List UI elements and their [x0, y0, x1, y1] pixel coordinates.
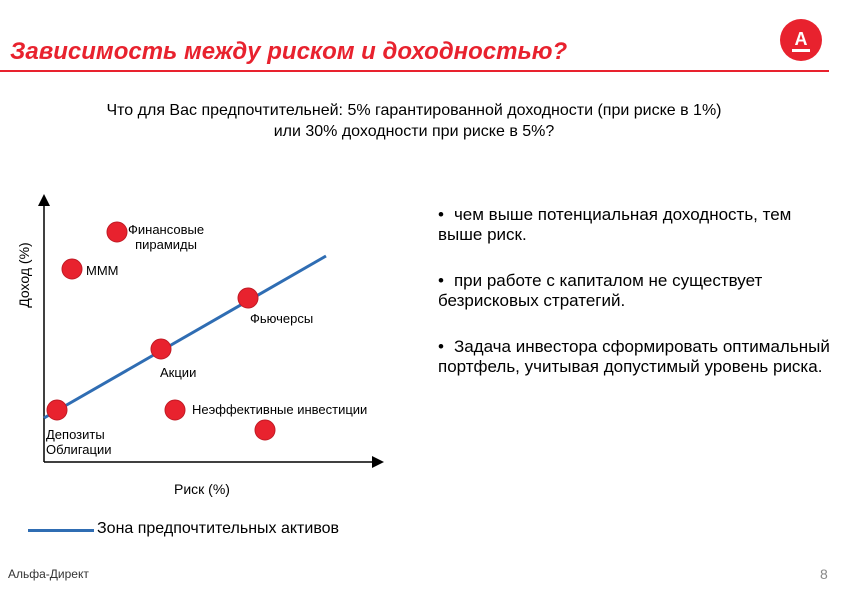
point-extra — [255, 420, 275, 440]
bullet-mark: • — [438, 205, 444, 224]
legend-text: Зона предпочтительных активов — [97, 520, 340, 537]
label-deposits — [46, 427, 111, 457]
x-axis-label: Риск (%) — [174, 481, 230, 497]
point-futures — [238, 288, 258, 308]
footer-brand: Альфа-Директ — [8, 567, 89, 581]
page-number: 8 — [820, 566, 828, 582]
bullet-mark: • — [438, 337, 444, 356]
bullet-item — [438, 337, 838, 377]
point-inefficient — [165, 400, 185, 420]
bullet-text: Задача инвестора сформировать оптимальный портфель, учитывая допустимый уровень риска. — [438, 337, 830, 376]
logo-letter: А — [794, 29, 808, 49]
slide-title: Зависимость между риском и доходностью? — [10, 38, 568, 65]
label-deposits-line-2: Облигации — [46, 442, 112, 457]
preferred-assets-line — [44, 256, 326, 418]
point-mmm — [62, 259, 82, 279]
point-pyramids — [107, 222, 127, 242]
legend-line-swatch — [28, 529, 94, 532]
bullet-text: при работе с капиталом не существует безрисковых стратегий. — [438, 271, 763, 310]
label-pyramids-line-1: Финансовые — [128, 222, 205, 237]
bullet-item — [438, 205, 838, 245]
label-pyramids — [128, 222, 204, 252]
y-axis-label: Доход (%) — [16, 242, 32, 308]
question-line-2: или 30% доходности при риске в 5%? — [273, 123, 555, 140]
bullet-list — [438, 205, 838, 403]
label-deposits-line-1: Депозиты — [46, 427, 105, 442]
label-inefficient: Неэффективные инвестиции — [192, 402, 368, 417]
bullet-mark: • — [438, 271, 444, 290]
question-line-1: Что для Вас предпочтительней: 5% гарантированной доходности (при риске в 1%) — [106, 102, 722, 119]
label-futures: Фьючерсы — [250, 311, 314, 326]
point-deposits — [47, 400, 67, 420]
bullet-item — [438, 271, 838, 311]
label-mmm: МММ — [86, 263, 119, 278]
point-stocks — [151, 339, 171, 359]
label-stocks: Акции — [160, 365, 197, 380]
bullet-text: чем выше потенциальная доходность, тем выше риск. — [438, 205, 792, 244]
label-pyramids-line-2: пирамиды — [135, 237, 197, 252]
